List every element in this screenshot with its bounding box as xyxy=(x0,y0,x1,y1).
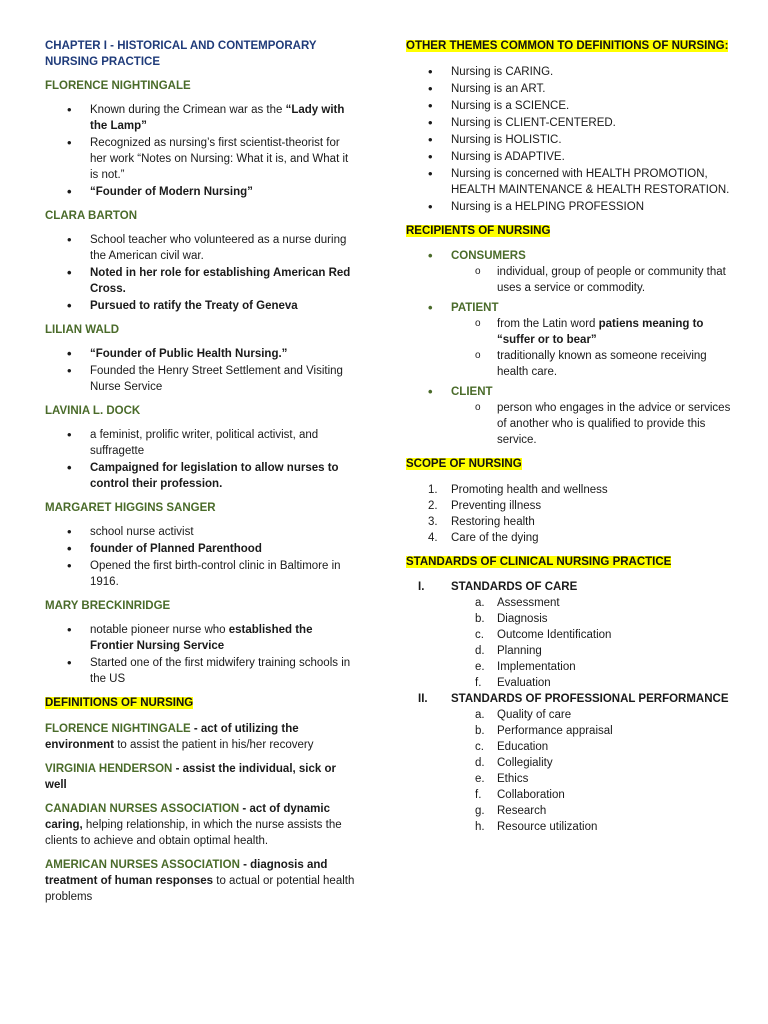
standards-of-performance-list xyxy=(406,707,736,835)
list-item: • Nursing is an ART. xyxy=(406,81,736,97)
list-item: • “Founder of Public Health Nursing.” xyxy=(45,346,355,362)
recipient-client xyxy=(406,384,736,448)
standards-of-care-list xyxy=(406,595,736,691)
list-item: c. Outcome Identification xyxy=(475,629,612,641)
list-item: o person who engages in the advice or services of another who is qualified to provide this service. xyxy=(406,400,736,448)
list-item: f. Evaluation xyxy=(475,677,551,689)
chapter-title: CHAPTER I - HISTORICAL AND CONTEMPORARY NURSING PRACTICE xyxy=(45,40,317,68)
list-item: 3. Restoring health xyxy=(428,515,535,528)
list-item: g. Research xyxy=(475,805,547,817)
definition-henderson: VIRGINIA HENDERSON - assist the individual, sick or well xyxy=(45,762,336,791)
dock-list xyxy=(45,427,355,492)
barton-list xyxy=(45,232,355,314)
list-item: • Opened the first birth-control clinic in Baltimore in 1916. xyxy=(45,558,355,590)
scope-heading: SCOPE OF NURSING xyxy=(406,458,522,470)
list-item: • Nursing is CARING. xyxy=(406,64,736,80)
list-item: • Known during the Crimean war as the “Lady with the Lamp” xyxy=(45,102,355,134)
list-item: 2. Preventing illness xyxy=(428,499,542,512)
recipient-label: • CLIENT xyxy=(406,384,736,400)
list-item: • School teacher who volunteered as a nurse during the American civil war. xyxy=(45,232,355,264)
recipients-heading-wrap xyxy=(406,223,736,240)
section-heading-wald: LILIAN WALD xyxy=(45,324,120,336)
list-item: d. Collegiality xyxy=(475,757,553,769)
definitions-heading: DEFINITIONS OF NURSING xyxy=(45,697,194,709)
list-item: o individual, group of people or community that uses a service or commodity. xyxy=(406,264,736,296)
list-item: o from the Latin word patiens meaning to “suffer or to bear” xyxy=(406,316,736,348)
left-column xyxy=(45,38,355,913)
standards-heading-wrap xyxy=(406,554,736,571)
definition-canadian: CANADIAN NURSES ASSOCIATION - act of dynamic caring, helping relationship, in which the nurse assists the clients to achieve and obtain optimal health. xyxy=(45,802,342,847)
list-item: e. Implementation xyxy=(475,661,576,673)
list-item: f. Collaboration xyxy=(475,789,565,801)
standards-heading: STANDARDS OF CLINICAL NURSING PRACTICE xyxy=(406,555,672,568)
section-heading-breckinridge: MARY BRECKINRIDGE xyxy=(45,600,171,612)
list-item: • school nurse activist xyxy=(45,524,355,540)
list-item: • Pursued to ratify the Treaty of Geneva xyxy=(45,298,355,314)
list-item: b. Performance appraisal xyxy=(475,725,613,737)
recipient-consumers xyxy=(406,248,736,296)
sanger-list xyxy=(45,524,355,590)
list-item: c. Education xyxy=(475,741,549,753)
definition-nightingale: FLORENCE NIGHTINGALE - act of utilizing the environment to assist the patient in his/her recovery xyxy=(45,722,314,751)
section-heading-dock: LAVINIA L. DOCK xyxy=(45,405,141,417)
recipient-label: • PATIENT xyxy=(406,300,736,316)
list-item: • Noted in her role for establishing American Red Cross. xyxy=(45,265,355,297)
list-item: h. Resource utilization xyxy=(475,821,598,833)
breckinridge-list xyxy=(45,622,355,687)
list-item: • Nursing is HOLISTIC. xyxy=(406,132,736,148)
nightingale-list xyxy=(45,102,355,200)
list-item: a. Quality of care xyxy=(475,709,572,721)
list-item: • Nursing is ADAPTIVE. xyxy=(406,149,736,165)
list-item: • Founded the Henry Street Settlement and Visiting Nurse Service xyxy=(45,363,355,395)
list-item: • Nursing is concerned with HEALTH PROMOTION, HEALTH MAINTENANCE & HEALTH RESTORATION. xyxy=(406,166,736,198)
recipients-heading: RECIPIENTS OF NURSING xyxy=(406,224,551,237)
scope-list xyxy=(406,482,736,546)
list-item: • a feminist, prolific writer, political activist, and suffragette xyxy=(45,427,355,459)
section-heading-barton: CLARA BARTON xyxy=(45,210,137,222)
list-item: • founder of Planned Parenthood xyxy=(45,541,355,557)
list-item: • Nursing is a HELPING PROFESSION xyxy=(406,199,736,215)
definition-american: AMERICAN NURSES ASSOCIATION - diagnosis and treatment of human responses to actual or potential health problems xyxy=(45,858,355,903)
themes-list xyxy=(406,64,736,215)
list-item: d. Planning xyxy=(475,645,542,657)
list-item: • Nursing is a SCIENCE. xyxy=(406,98,736,114)
list-item: e. Ethics xyxy=(475,773,529,785)
list-item: o traditionally known as someone receiving health care. xyxy=(406,348,736,380)
list-item: 4. Care of the dying xyxy=(428,531,539,544)
right-column xyxy=(406,38,736,835)
section-heading-sanger: MARGARET HIGGINS SANGER xyxy=(45,502,216,514)
section-heading-nightingale: FLORENCE NIGHTINGALE xyxy=(45,80,191,92)
standards-of-performance-heading: II. STANDARDS OF PROFESSIONAL PERFORMANCE xyxy=(418,693,729,705)
list-item: • “Founder of Modern Nursing” xyxy=(45,184,355,200)
scope-heading-wrap xyxy=(406,456,736,473)
themes-heading: OTHER THEMES COMMON TO DEFINITIONS OF NURSING: xyxy=(406,40,729,52)
list-item: • Recognized as nursing’s first scientist-theorist for her work “Notes on Nursing: What it is, and What it is not.” xyxy=(45,135,355,183)
definitions-heading-wrap xyxy=(45,695,355,712)
list-item: a. Assessment xyxy=(475,597,560,609)
recipient-label: • CONSUMERS xyxy=(406,248,736,264)
themes-heading-wrap xyxy=(406,38,736,55)
recipient-patient xyxy=(406,300,736,380)
list-item: b. Diagnosis xyxy=(475,613,548,625)
list-item: • Nursing is CLIENT-CENTERED. xyxy=(406,115,736,131)
list-item: • Campaigned for legislation to allow nurses to control their profession. xyxy=(45,460,355,492)
wald-list xyxy=(45,346,355,395)
list-item: • Started one of the first midwifery training schools in the US xyxy=(45,655,355,687)
standards-of-care-heading: I. STANDARDS OF CARE xyxy=(418,581,578,593)
list-item: 1. Promoting health and wellness xyxy=(428,483,608,496)
list-item: • notable pioneer nurse who established the Frontier Nursing Service xyxy=(45,622,355,654)
